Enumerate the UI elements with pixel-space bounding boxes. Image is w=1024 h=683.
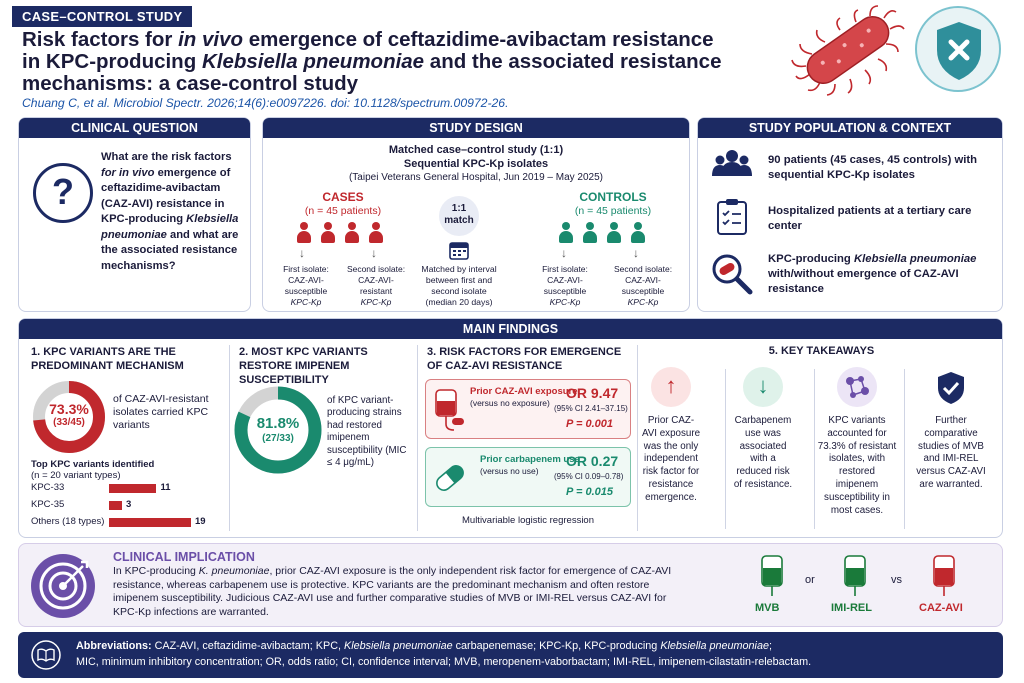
case-person-icon — [321, 222, 335, 244]
variant-bar — [109, 518, 191, 527]
cases-label: CASES — [322, 190, 364, 204]
citation: Chuang C, et al. Microbiol Spectr. 2026;14(6):e0097226. doi: 10.1128/spectrum.00972-26. — [22, 96, 509, 110]
down-arrow-icon: ↓ — [633, 246, 639, 260]
control-first-isolate: First isolate: CAZ-AVI-susceptible KPC-Kp — [542, 264, 588, 307]
population-item-patients: 90 patients (45 cases, 45 controls) with sequential KPC-Kp isolates — [768, 154, 978, 181]
takeaway-4: Further comparative studies of MVB and IMI-REL versus CAZ-AVI are warranted. — [916, 415, 986, 490]
finding-2-frac: (27/33) — [262, 433, 294, 444]
control-second-isolate: Second isolate: CAZ-AVI-susceptible KPC-Kp — [613, 264, 673, 307]
population-card — [697, 117, 1003, 312]
clinical-question-heading: CLINICAL QUESTION — [19, 118, 250, 138]
divider — [637, 345, 638, 531]
control-person-icon — [631, 222, 645, 244]
implication-text: In KPC-producing K. pneumoniae, prior CAZ-AVI exposure is the only independent risk factor for emergence of CAZ-AVI resistance, whereas carbapenem use is protective. KPC variants are the predominant mechanism and often restore imipenem susceptibility. Judicious CAZ-AVI use and further comparative studies of MVB or IMI-REL versus CAZ-AVI for KPC-Kp infections are warranted. — [113, 565, 672, 618]
finding-5-title: 5. KEY TAKEAWAYS — [768, 345, 875, 357]
risk-factor-carbapenem: Prior carbapenem use (versus no use) OR 0.27 (95% CI 0.09–0.78) P = 0.015 — [425, 447, 631, 507]
drug-caz-avi: CAZ-AVI — [919, 602, 963, 614]
variant-bar — [109, 501, 122, 510]
finding-1-pct: 73.3% — [49, 401, 89, 417]
variant-label: Others (18 types) — [31, 516, 105, 527]
finding-3-title: 3. RISK FACTORS FOR EMERGENCE OF CAZ-AVI RESISTANCE — [427, 346, 622, 372]
magnifier-bacteria-icon — [710, 252, 754, 296]
finding-2-title: 2. MOST KPC VARIANTS RESTORE IMIPENEM SUSCEPTIBILITY — [239, 346, 368, 386]
finding-2-desc: of KPC variant-producing strains had restored imipenem susceptibility (MIC ≤ 4 μg/mL) — [327, 395, 407, 469]
imi-rel-bag-icon — [842, 552, 868, 598]
population-heading: STUDY POPULATION & CONTEXT — [698, 118, 1002, 138]
case-second-isolate: Second isolate: CAZ-AVI-resistant KPC-Kp — [346, 264, 406, 307]
variant-bar — [109, 484, 156, 493]
finding-1-frac: (33/45) — [53, 417, 85, 428]
case-person-icon — [297, 222, 311, 244]
down-arrow-icon: ↓ — [561, 246, 567, 260]
study-type-tag: CASE–CONTROL STUDY — [12, 6, 192, 27]
question-icon: ? — [33, 163, 93, 223]
implication-heading: CLINICAL IMPLICATION — [113, 550, 255, 564]
clinical-implication-card: CLINICAL IMPLICATION In KPC-producing K. pneumoniae, prior CAZ-AVI exposure is the only independent risk factor for emergence of CAZ-AVI resistance, whereas carbapenem use is protective. KPC variants are the predominant mechanism and often restore imipenem susceptibility. Judicious CAZ-AVI use and further comparative studies of MVB or IMI-REL versus CAZ-AVI for KPC-Kp infections are warranted. MVB or IMI-REL vs CAZ-AVI — [18, 543, 1003, 627]
variant-value: 3 — [125, 499, 132, 510]
takeaway-1: Prior CAZ-AVI exposure was the only independent risk factor for resistance emergence. — [641, 415, 701, 503]
control-person-icon — [607, 222, 621, 244]
iv-bag-icon — [432, 388, 466, 432]
case-person-icon — [369, 222, 383, 244]
open-book-icon — [30, 640, 62, 670]
down-arrow-icon: ↓ — [371, 246, 377, 260]
controls-count: (n = 45 patients) — [574, 205, 652, 217]
variants-title: Top KPC variants identified — [31, 459, 155, 470]
drug-mvb: MVB — [755, 602, 780, 614]
caz-avi-bag-icon — [931, 552, 957, 598]
calendar-icon — [449, 240, 469, 260]
study-design-heading: STUDY DESIGN — [263, 118, 689, 138]
clinical-question-text: What are the risk factors for in vivo emergence of ceftazidime-avibactam (CAZ-AVI) resistance in KPC-producing Klebsiella pneumoniae and what are the associated resistance mechanisms? — [101, 151, 239, 272]
divider — [229, 345, 230, 531]
down-arrow-icon: ↓ — [299, 246, 305, 260]
divider — [904, 369, 905, 529]
divider — [814, 369, 815, 529]
target-icon — [29, 552, 97, 620]
arrow-down-icon: ↓ — [743, 367, 783, 407]
variants-bar-chart — [31, 482, 221, 534]
regression-note: Multivariable logistic regression — [462, 515, 594, 526]
variant-value: 19 — [195, 516, 206, 527]
risk-factor-1-or: OR 9.47 — [566, 385, 619, 401]
control-person-icon — [559, 222, 573, 244]
case-first-isolate: First isolate: CAZ-AVI-susceptible KPC-Kp — [283, 264, 329, 307]
takeaway-2: Carbapenem use was associated with a reduced risk of resistance. — [733, 415, 793, 490]
abbreviations-bar — [18, 632, 1003, 678]
main-findings-card — [18, 318, 1003, 538]
abbreviations-text: Abbreviations: CAZ-AVI, ceftazidime-avibactam; KPC, Klebsiella pneumoniae carbapenemase; KPC-Kp, KPC-producing Klebsiella pneumoniae; MIC, minimum inhibitory concentration; OR, odds ratio; CI, confidence interval; MVB, meropenem-vaborbactam; IMI-REL, imipenem-cilastatin-relebactam. — [76, 640, 812, 668]
controls-label: CONTROLS — [579, 190, 647, 204]
finding-1-title: 1. KPC VARIANTS ARE THE PREDOMINANT MECHANISM — [31, 346, 184, 372]
shield-check-icon — [931, 367, 971, 407]
shield-badge — [915, 6, 1001, 92]
takeaway-3: KPC variants accounted for 73.3% of resistant isolates, with restored imipenem susceptibility in most cases. — [817, 415, 897, 516]
mvb-bag-icon — [759, 552, 785, 598]
cases-count: (n = 45 patients) — [304, 205, 382, 217]
shield-x-icon — [917, 8, 1003, 94]
variants-subtitle: (n = 20 variant types) — [31, 470, 121, 481]
risk-factor-caz-avi: Prior CAZ-AVI exposure (versus no exposure) OR 9.47 (95% CI 2.41–37.15) P = 0.001 — [425, 379, 631, 439]
match-badge: 1:1 match — [439, 196, 479, 236]
divider — [725, 369, 726, 529]
molecule-icon — [837, 367, 877, 407]
finding-2-pct: 81.8% — [256, 415, 300, 432]
case-person-icon — [345, 222, 359, 244]
page-title: Risk factors for in vivo emergence of ceftazidime-avibactam resistance in KPC-producing Klebsiella pneumoniae and the associated resistance mechanisms: a case-control study — [22, 28, 722, 95]
arrow-up-icon: ↑ — [651, 367, 691, 407]
risk-factor-2-or: OR 0.27 — [566, 453, 619, 469]
variant-label: KPC-33 — [31, 482, 65, 493]
finding-1-desc: of CAZ-AVI-resistant isolates carried KPC variants — [113, 393, 209, 431]
variant-value: 11 — [160, 482, 171, 493]
main-findings-heading: MAIN FINDINGS — [19, 319, 1002, 339]
capsule-icon — [432, 460, 468, 496]
clipboard-icon — [716, 198, 748, 236]
bacterium-icon — [790, 4, 910, 96]
variant-label: KPC-35 — [31, 499, 65, 510]
clinical-question-card — [18, 117, 251, 312]
design-summary: Matched case–control study (1:1) Sequential KPC-Kp isolates (Taipei Veterans General Hospital, Jun 2019 – May 2025) — [348, 144, 604, 183]
divider — [417, 345, 418, 531]
drug-imi-rel: IMI-REL — [831, 602, 872, 614]
control-person-icon — [583, 222, 597, 244]
population-item-kp: KPC-producing Klebsiella pneumoniae with/without emergence of CAZ-AVI resistance — [768, 253, 977, 295]
study-design-card — [262, 117, 690, 312]
patients-group-icon — [712, 148, 752, 180]
match-description: Matched by interval between first and second isolate (median 20 days) — [421, 264, 497, 307]
population-item-hospital: Hospitalized patients at a tertiary care center — [768, 205, 972, 232]
